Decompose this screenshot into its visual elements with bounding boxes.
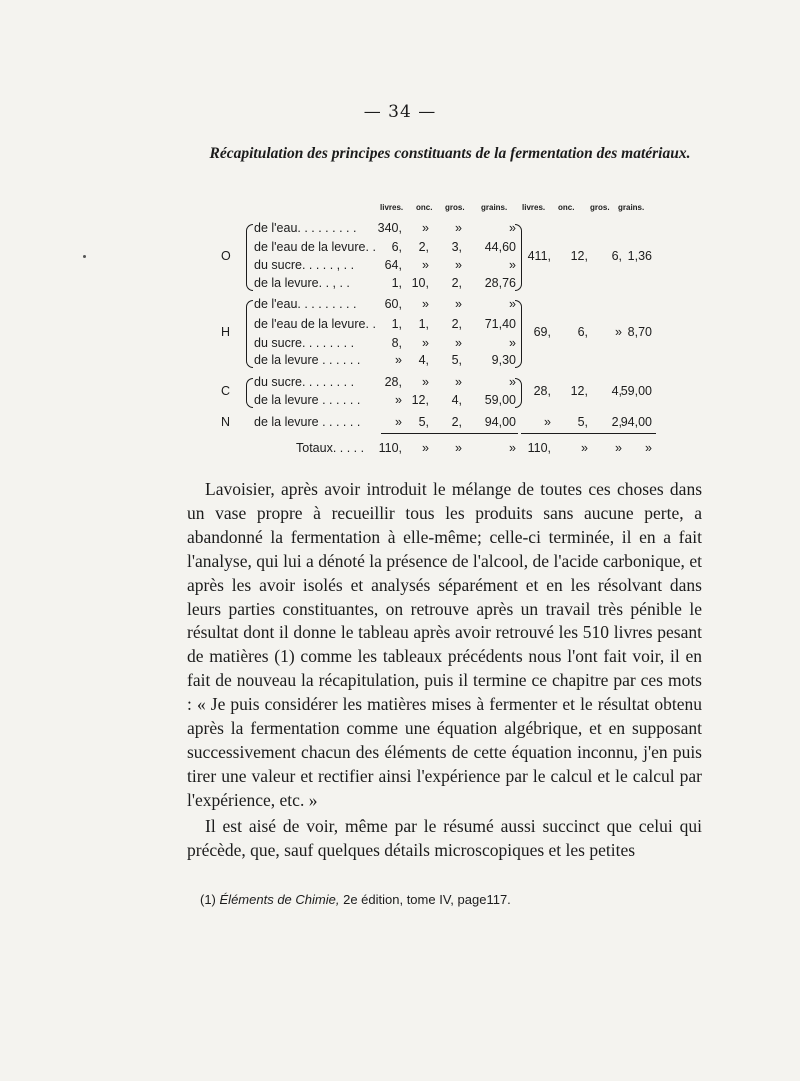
cell-gros: »	[455, 297, 462, 311]
footnote-rest: 2e édition, tome IV, page117.	[343, 892, 511, 907]
header-left-onc: onc.	[416, 203, 433, 212]
cell-onc: 1,	[418, 317, 429, 331]
cell-onc: »	[422, 297, 429, 311]
cell-livres: 1,	[391, 317, 402, 331]
totals-right-livres: 110,	[527, 441, 551, 455]
cell-gros: 3,	[451, 240, 462, 254]
cell-grains: »	[509, 336, 516, 350]
footnote-title: Éléments de Chimie,	[219, 892, 340, 907]
cell-livres: 8,	[391, 336, 402, 350]
cell-grains: 71,40	[484, 317, 516, 331]
header-left-livres: livres.	[380, 203, 404, 212]
element-symbol-N: N	[221, 415, 231, 429]
cell-grains: 44,60	[484, 240, 516, 254]
row-label: du sucre. . . . . . . .	[254, 375, 355, 389]
cell-onc: 2,	[418, 240, 429, 254]
header-left-gros: gros.	[445, 203, 465, 212]
cell-onc: 5,	[418, 415, 429, 429]
cell-grains: »	[509, 258, 516, 272]
totals-label: Totaux. . . . .	[296, 441, 365, 455]
cell-gros: 5,	[451, 353, 462, 367]
cell-livres: 64,	[384, 258, 402, 272]
cell-livres: 1,	[391, 276, 402, 290]
cell-gros: »	[455, 221, 462, 235]
cell-livres: 6,	[391, 240, 402, 254]
cell-grains: »	[509, 297, 516, 311]
page-number: — 34 —	[363, 102, 437, 122]
totals-left-livres: 110,	[378, 441, 402, 455]
cell-gros: 4,	[451, 393, 462, 407]
cell-gros: »	[455, 375, 462, 389]
cell-onc: »	[422, 336, 429, 350]
header-right-grains: grains.	[618, 203, 645, 212]
cell-gros: 2,	[451, 317, 462, 331]
cell-grains: 94,00	[484, 415, 516, 429]
cell-grains: 28,76	[484, 276, 516, 290]
cell-onc: 4,	[418, 353, 429, 367]
totals-right-gros: »	[615, 441, 622, 455]
row-label: de la levure . . . . . .	[254, 393, 361, 407]
group-total-gros: 6,	[611, 248, 622, 263]
cell-onc: »	[422, 221, 429, 235]
cell-grains: 59,00	[484, 393, 516, 407]
group-total-onc: 6,	[577, 325, 588, 339]
header-right-onc: onc.	[558, 203, 575, 212]
totals-rule-right	[521, 433, 656, 434]
table-title: Récapitulation des principes constituants de la fermentation des matériaux.	[209, 145, 691, 162]
cell-onc: »	[422, 258, 429, 272]
group-total-grains: 1,36	[627, 248, 652, 263]
cell-gros: »	[455, 258, 462, 272]
row-label: de l'eau de la levure. .	[254, 240, 376, 254]
cell-gros: 2,	[451, 415, 462, 429]
element-symbol-O: O	[221, 248, 231, 263]
totals-left-onc: »	[422, 441, 429, 455]
totals-rule-left	[381, 433, 518, 434]
group-total-gros: »	[615, 325, 622, 339]
totals-left-grains: »	[509, 441, 516, 455]
paragraph-lavoisier: Lavoisier, après avoir introduit le mélange de toutes ces choses dans un vase propre à recueillir tous les produits sans aucune perte, a abandonné la fermentation à elle-même; celle-ci terminée, il en a fait l'analyse, qui lui a dénoté la présence de l'alcool, de l'acide carbonique, et après les avoir isolés et analysés séparément et en les résolvant dans leurs parties constituantes, on retrouve après un travail très pénible le résultat dont il donne le tableau après avoir retrouvé les 510 livres pesant de matières (1) comme les tableaux précédents nous l'ont fait voir, il en fait de nouveau la récapitulation, puis il termine ce chapitre par ces mots : « Je puis considérer les matières mises à fermenter et le résultat obtenu après la fermentation comme une équation algébrique, et en supposant successivement chacun des éléments de cette équation inconnu, j'en puis tirer une valeur et rectifier ainsi l'expérience par le calcul et le calcul par l'expérience, etc. »	[187, 479, 702, 810]
group-total-livres: 28,	[533, 384, 551, 398]
cell-livres: »	[395, 353, 402, 367]
row-label: de la levure . . . . . .	[254, 353, 361, 367]
cell-gros: 2,	[451, 276, 462, 290]
cell-onc: 12,	[411, 393, 429, 407]
cell-grains: »	[509, 221, 516, 235]
totals-left-gros: »	[455, 441, 462, 455]
cell-grains: 9,30	[491, 353, 516, 367]
group-total-gros: 2,	[611, 415, 622, 429]
group-total-onc: 12,	[570, 248, 588, 263]
group-brace-left	[246, 224, 253, 291]
totals-right-grains: »	[645, 441, 652, 455]
element-symbol-H: H	[221, 325, 231, 339]
cell-livres: 340,	[377, 221, 402, 235]
footnote-marker: (1)	[200, 892, 216, 907]
row-label: de l'eau de la levure. .	[254, 317, 376, 331]
body-text	[187, 478, 702, 863]
group-brace-left	[246, 300, 253, 368]
footnote	[200, 892, 720, 907]
group-total-grains: 59,00	[620, 384, 652, 398]
group-total-gros: 4,	[611, 384, 622, 398]
group-total-livres: »	[544, 415, 551, 429]
group-brace-right	[515, 224, 522, 291]
group-total-grains: 8,70	[627, 325, 652, 339]
row-label: de la levure . . . . . .	[254, 415, 361, 429]
cell-livres: 28,	[384, 375, 402, 389]
cell-onc: »	[422, 375, 429, 389]
paragraph-resume: Il est aisé de voir, même par le résumé aussi succinct que celui qui précède, que, sauf quelques détails microscopiques et les petites	[187, 815, 702, 860]
row-label: du sucre. . . . . , . .	[254, 258, 355, 272]
header-right-gros: gros.	[590, 203, 610, 212]
group-total-onc: 12,	[570, 384, 588, 398]
totals-right-onc: »	[581, 441, 588, 455]
cell-gros: »	[455, 336, 462, 350]
group-total-grains: 94,00	[620, 415, 652, 429]
group-total-livres: 69,	[533, 325, 551, 339]
row-label: de la levure. . , . .	[254, 276, 350, 290]
group-total-livres: 411,	[527, 248, 551, 263]
header-left-grains: grains.	[481, 203, 508, 212]
group-brace-left	[246, 378, 253, 408]
row-label: du sucre. . . . . . . .	[254, 336, 355, 350]
cell-livres: »	[395, 393, 402, 407]
recapitulation-table	[0, 203, 800, 468]
cell-livres: 60,	[384, 297, 402, 311]
cell-grains: »	[509, 375, 516, 389]
row-label: de l'eau. . . . . . . . .	[254, 221, 357, 235]
cell-livres: »	[395, 415, 402, 429]
group-total-onc: 5,	[577, 415, 588, 429]
row-label: de l'eau. . . . . . . . .	[254, 297, 357, 311]
cell-onc: 10,	[411, 276, 429, 290]
group-brace-right	[515, 300, 522, 368]
element-symbol-C: C	[221, 384, 231, 398]
header-right-livres: livres.	[522, 203, 546, 212]
group-brace-right	[515, 378, 522, 408]
